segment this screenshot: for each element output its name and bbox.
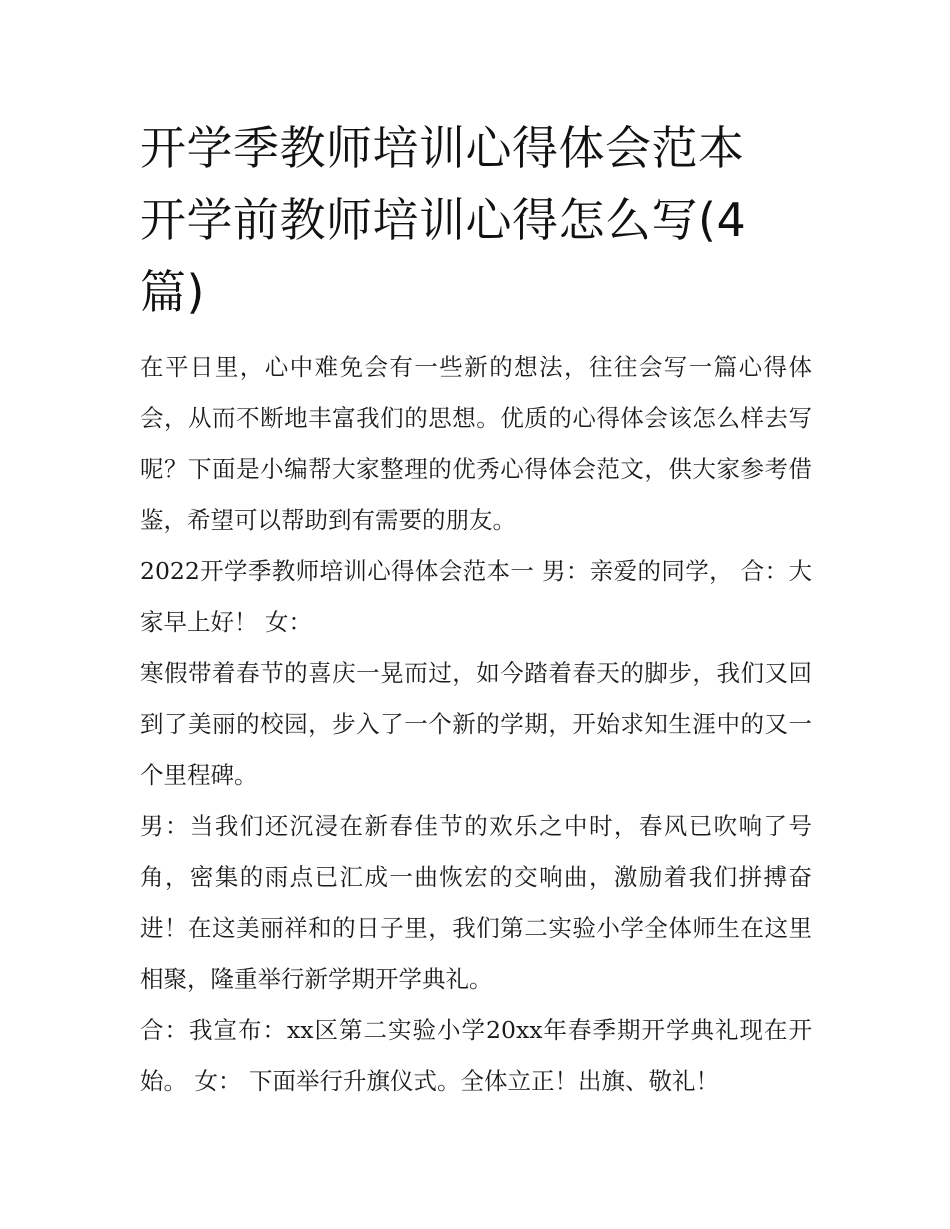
title-line-1: 开学季教师培训心得体会范本 <box>140 121 745 175</box>
paragraph-winter-break: 寒假带着春节的喜庆一晃而过，如今踏着春天的脚步，我们又回到了美丽的校园，步入了一个新的学期，开始求知生涯中的又一个里程碑。 <box>140 659 812 789</box>
document-title <box>140 112 812 328</box>
document-body <box>140 342 812 1107</box>
paragraph-announcement: 合：我宣布：xx区第二实验小学20xx年春季期开学典礼现在开始。 女： 下面举行升旗仪式。全体立正！出旗、敬礼！ <box>140 1016 812 1095</box>
paragraph-intro: 在平日里，心中难免会有一些新的想法，往往会写一篇心得体会，从而不断地丰富我们的思想。优质的心得体会该怎么样去写呢？下面是小编帮大家整理的优秀心得体会范文，供大家参考借鉴，希望可以帮助到有需要的朋友。 <box>140 353 812 534</box>
title-line-3: 篇) <box>140 265 205 319</box>
paragraph-male-speech: 男：当我们还沉浸在新春佳节的欢乐之中时，春风已吹响了号角，密集的雨点已汇成一曲恢宏的交响曲，激励着我们拼搏奋进！在这美丽祥和的日子里，我们第二实验小学全体师生在这里相聚，隆重举行新学期开学典礼。 <box>140 812 812 993</box>
title-line-2: 开学前教师培训心得怎么写(4 <box>140 193 747 247</box>
paragraph-heading-dialogue: 2022开学季教师培训心得体会范本一 男：亲爱的同学， 合：大家早上好！ 女： <box>140 557 812 636</box>
document-page <box>140 112 812 1107</box>
